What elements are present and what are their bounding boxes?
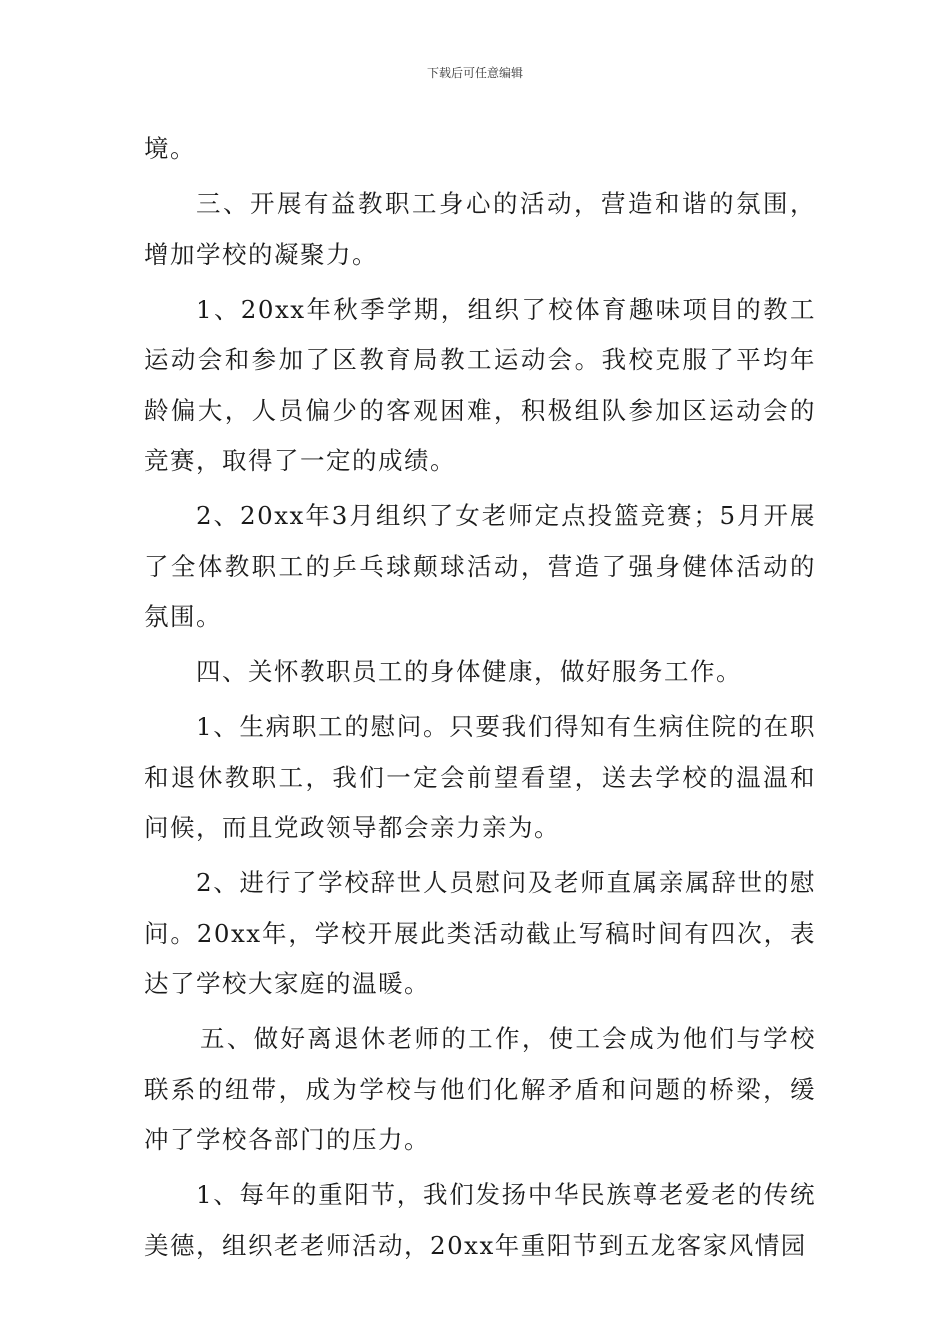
paragraph-condolence: 2、进行了学校辞世人员慰问及老师直属亲属辞世的慰问。20xx年，学校开展此类活动截止写稿时间有四次，表达了学校大家庭的温暖。 — [144, 868, 816, 998]
paragraph-double-ninth-festival: 1、每年的重阳节，我们发扬中华民族尊老爱老的传统美德，组织老老师活动，20xx年重阳节到五龙客家风情园 — [144, 1180, 816, 1260]
paragraph-continuation: 境。 — [144, 134, 196, 163]
paragraph-basketball-pingpong: 2、20xx年3月组织了女老师定点投篮竞赛；5月开展了全体教职工的乒乓球颠球活动，营造了强身健体活动的氛围。 — [144, 501, 816, 631]
paragraph-sick-staff-visit: 1、生病职工的慰问。只要我们得知有生病住院的在职和退休教职工，我们一定会前望看望，送去学校的温温和问候，而且党政领导都会亲力亲为。 — [144, 712, 816, 842]
page-header: 下载后可任意编辑 — [426, 66, 523, 80]
document-body — [144, 124, 816, 1276]
paragraph-sports-meeting: 1、20xx年秋季学期，组织了校体育趣味项目的教工运动会和参加了区教育局教工运动会。我校克服了平均年龄偏大，人员偏少的客观困难，积极组队参加区运动会的竞赛，取得了一定的成绩。 — [144, 294, 816, 475]
section-heading-five: 五、做好离退休老师的工作，使工会成为他们与学校联系的纽带，成为学校与他们化解矛盾和问题的桥梁，缓冲了学校各部门的压力。 — [144, 1024, 816, 1154]
section-heading-three: 三、开展有益教职工身心的活动，营造和谐的氛围，增加学校的凝聚力。 — [144, 189, 816, 269]
section-heading-four: 四、关怀教职员工的身体健康，做好服务工作。 — [196, 657, 742, 686]
